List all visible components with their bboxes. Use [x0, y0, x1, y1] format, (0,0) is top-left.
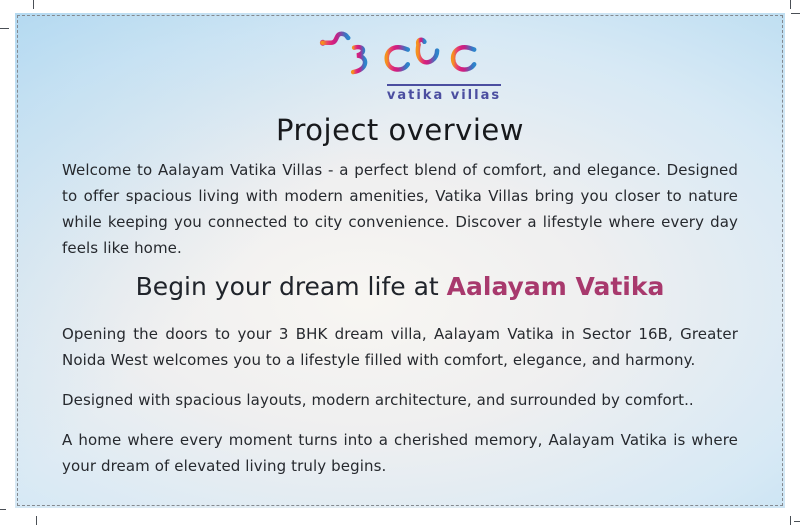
page-title: Project overview: [276, 113, 524, 147]
intro-line: to offer spacious living with modern amenities, Vatika Villas bring you closer to nature: [62, 187, 738, 205]
home-line: your dream of elevated living truly begins.: [62, 457, 387, 475]
opening-line: Noida West welcomes you to a lifestyle filled with comfort, elegance, and harmony.: [62, 351, 696, 369]
page-content: [15, 13, 785, 508]
home-line: A home where every moment turns into a cherished memory, Aalayam Vatika is where: [62, 431, 738, 449]
brochure-panel: [15, 13, 785, 508]
logo-strokes: [323, 34, 478, 75]
intro-line: while keeping you connected to city convenience. Discover a lifestyle where every day: [62, 213, 738, 231]
logo-tagline: vatika villas: [387, 84, 501, 103]
crop-mark-top-left-h: [0, 28, 9, 29]
design-paragraph: [62, 387, 738, 413]
subheading-brand-name: Aalayam Vatika: [446, 272, 665, 301]
design-line: Designed with spacious layouts, modern architecture, and surrounded by comfort..: [62, 391, 694, 409]
crop-mark-top-right-v: [790, 0, 791, 9]
crop-mark-top-left-v: [33, 0, 34, 9]
intro-line: Welcome to Aalayam Vatika Villas - a perfect blend of comfort, and elegance. Designed: [62, 161, 738, 179]
aalayam-devanagari-logo-icon: [318, 26, 482, 83]
intro-line: feels like home.: [62, 239, 182, 257]
subheading-prefix: Begin your dream life at: [135, 272, 447, 301]
crop-mark-bottom-left-v: [36, 516, 37, 525]
crop-mark-top-right-h: [791, 13, 800, 14]
logo-block: [62, 13, 738, 103]
crop-mark-bottom-left-h: [0, 509, 6, 510]
crop-mark-bottom-right-v: [790, 516, 791, 525]
crop-mark-bottom-right-h: [794, 521, 800, 522]
intro-paragraph: [62, 157, 738, 261]
subheading: [62, 270, 738, 304]
opening-paragraph: [62, 321, 738, 373]
home-paragraph: [62, 427, 738, 479]
opening-line: Opening the doors to your 3 BHK dream villa, Aalayam Vatika in Sector 16B, Greater: [62, 325, 738, 343]
